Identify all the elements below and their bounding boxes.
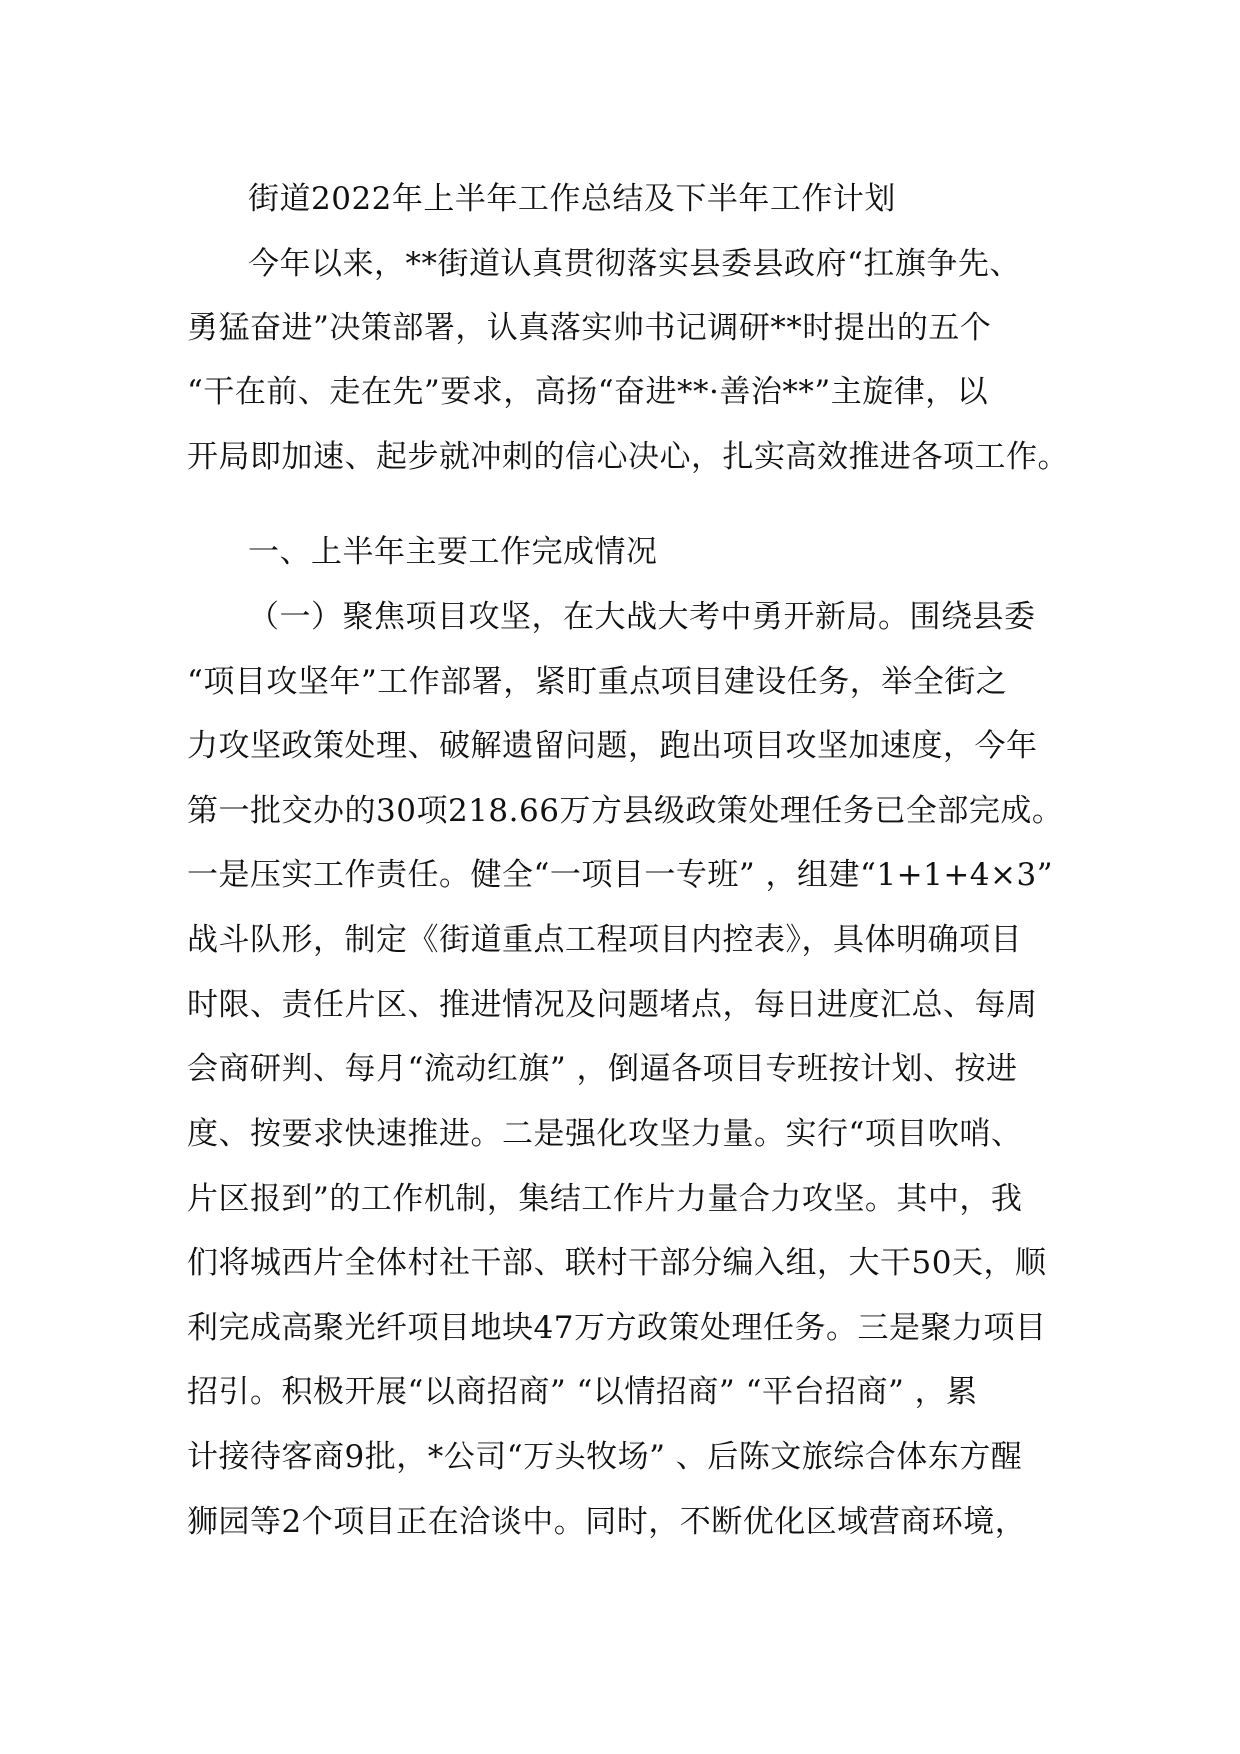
paragraph-line: 会商研判、每月“流动红旗” ，倒逼各项目专班按计划、按进	[187, 1051, 1018, 1087]
paragraph-line: 计接待客商9批，*公司“万头牧场” 、后陈文旅综合体东方醒	[187, 1439, 1023, 1475]
paragraph-line: 时限、责任片区、推进情况及问题堵点，每日进度汇总、每周	[187, 987, 1038, 1023]
section-heading: 一、上半年主要工作完成情况	[248, 534, 658, 570]
paragraph-line: 片区报到”的工作机制，集结工作片力量合力攻坚。其中，我	[187, 1181, 1023, 1217]
paragraph-line: 力攻坚政策处理、破解遗留问题，跑出项目攻坚加速度，今年	[187, 728, 1038, 764]
paragraph-line: “干在前、走在先”要求，高扬“奋进**·善治**”主旋律，以	[187, 374, 989, 410]
paragraph-line: （一）聚焦项目攻坚，在大战大考中勇开新局。围绕县委	[248, 599, 1036, 635]
document-title: 街道2022年上半年工作总结及下半年工作计划	[248, 181, 896, 217]
paragraph-line: 第一批交办的30项218.66万方县级政策处理任务已全部完成。	[187, 793, 1064, 829]
paragraph-line: 战斗队形，制定《街道重点工程项目内控表》，具体明确项目	[187, 922, 1022, 958]
paragraph-line: 一是压实工作责任。健全“一项目一专班” ，组建“1+1+4×3”	[187, 857, 1054, 893]
paragraph-line: 今年以来，**街道认真贯彻落实县委县政府“扛旗争先、	[248, 246, 1021, 282]
paragraph-line: 度、按要求快速推进。二是强化攻坚力量。实行“项目吹哨、	[187, 1116, 1023, 1152]
paragraph-line: 们将城西片全体村社干部、联村干部分编入组，大干50天，顺	[187, 1245, 1047, 1281]
paragraph-line: 狮园等2个项目正在洽谈中。同时，不断优化区域营商环境，	[187, 1504, 1027, 1540]
paragraph-line: 勇猛奋进”决策部署，认真落实帅书记调研**时提出的五个	[187, 310, 992, 346]
paragraph-line: “项目攻坚年”工作部署，紧盯重点项目建设任务，举全街之	[187, 664, 1008, 700]
paragraph-line: 招引。积极开展“以商招商” “以情招商” “平台招商” ，累	[187, 1374, 978, 1410]
paragraph-line: 利完成高聚光纤项目地块47万方政策处理任务。三是聚力项目	[187, 1310, 1047, 1346]
paragraph-line: 开局即加速、起步就冲刺的信心决心，扎实高效推进各项工作。	[187, 439, 1069, 475]
